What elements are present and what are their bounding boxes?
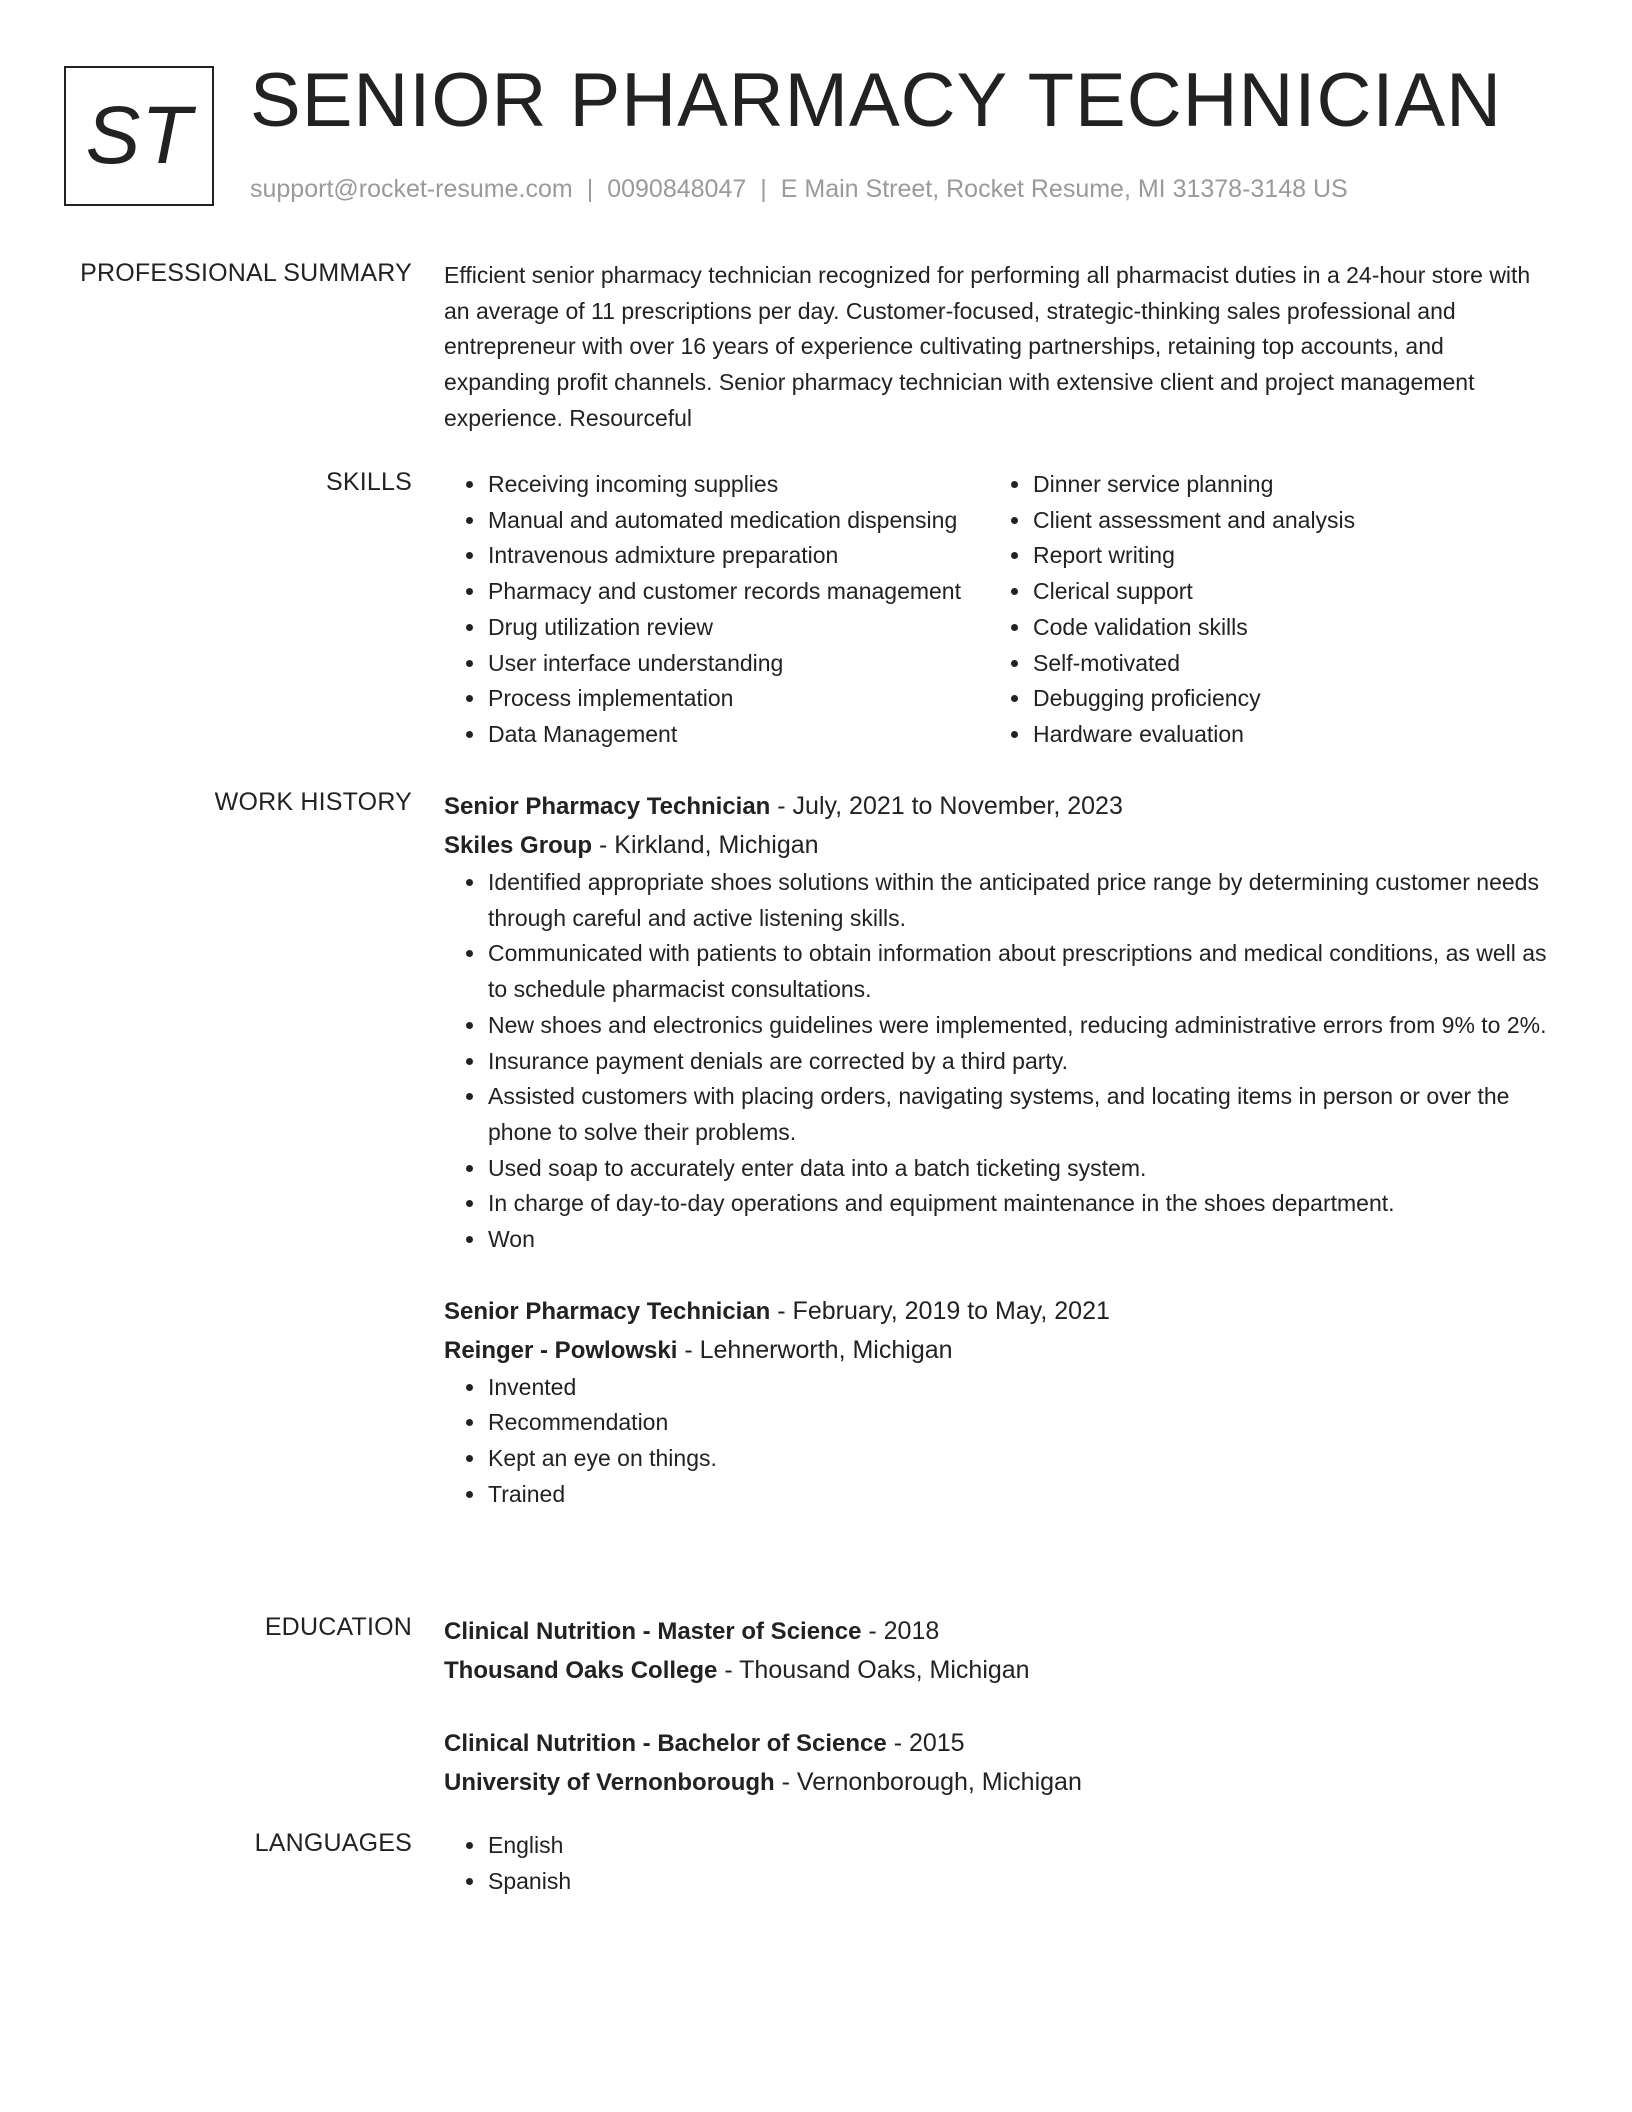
job-dates: - July, 2021 to November, 2023 (770, 792, 1123, 820)
school-line (444, 1763, 1554, 1802)
skills-grid (444, 467, 1554, 753)
language-item: • Spanish (487, 1864, 1554, 1900)
job-duty-item: • Assisted customers with placing orders, navigating systems, and locating items in person or over the phone to solve their problems. (487, 1079, 1554, 1150)
school-name: Thousand Oaks College (444, 1657, 718, 1684)
job-duty-item: • Trained (487, 1477, 1554, 1513)
work-history-body (444, 787, 1554, 1513)
job-title: Senior Pharmacy Technician (444, 793, 771, 820)
education-entry (444, 1612, 1554, 1690)
job-duty-item: • Kept an eye on things. (487, 1441, 1554, 1477)
job-duty-item: • Recommendation (487, 1405, 1554, 1441)
job-duties-list (444, 1370, 1554, 1513)
job-location: - Kirkland, Michigan (592, 831, 819, 859)
summary-body (444, 258, 1554, 437)
skill-item: • Manual and automated medication dispensing (487, 503, 989, 539)
skill-item: • Debugging proficiency (1032, 681, 1549, 717)
school-location: - Vernonborough, Michigan (774, 1768, 1082, 1796)
skill-item: • Hardware evaluation (1032, 717, 1549, 753)
degree-name: Clinical Nutrition - Master of Science (444, 1618, 862, 1645)
skill-item: • Data Management (487, 717, 989, 753)
job-duty-item: • Won (487, 1222, 1554, 1258)
contact-email: support@rocket-resume.com (250, 175, 573, 203)
contact-address: E Main Street, Rocket Resume, MI 31378-3148 US (780, 175, 1348, 203)
monogram-logo: ST (64, 66, 214, 206)
section-heading-skills: SKILLS (326, 468, 412, 496)
skill-item: • Receiving incoming supplies (487, 467, 989, 503)
contact-separator: | (760, 175, 767, 203)
skills-list-left (444, 467, 989, 753)
job-duty-item: • Invented (487, 1370, 1554, 1406)
degree-name: Clinical Nutrition - Bachelor of Science (444, 1730, 887, 1757)
job-title: Senior Pharmacy Technician (444, 1297, 771, 1325)
job-duties-list (444, 865, 1554, 1258)
job-title-line (444, 787, 1554, 826)
section-heading-education: EDUCATION (264, 1613, 412, 1641)
skill-item: • Clerical support (1032, 574, 1549, 610)
job-duty-item: • Identified appropriate shoes solutions within the anticipated price range by determining customer needs through careful and active listening skills. (487, 865, 1554, 936)
job-company-line (444, 1331, 1554, 1370)
contact-phone: 0090848047 (607, 175, 747, 203)
job-duty-item: • Used soap to accurately enter data into a batch ticketing system. (487, 1151, 1554, 1187)
education-entry (444, 1724, 1554, 1802)
degree-year: - 2018 (861, 1617, 940, 1645)
skill-item: • Drug utilization review (487, 610, 989, 646)
skill-item: • Report writing (1032, 538, 1549, 574)
skill-item: • Pharmacy and customer records management (487, 574, 989, 610)
page-title: SENIOR PHARMACY TECHNICIAN (250, 58, 1503, 143)
skills-body (444, 467, 1554, 753)
skill-item: • Dinner service planning (1032, 467, 1549, 503)
section-heading-summary: PROFESSIONAL SUMMARY (80, 259, 412, 287)
job-company: Skiles Group (444, 832, 593, 859)
skills-column-left (444, 467, 989, 753)
section-heading-languages: LANGUAGES (254, 1829, 412, 1857)
job-entry (444, 787, 1554, 1258)
section-heading-work-history: WORK HISTORY (214, 788, 412, 816)
skills-column-right (989, 467, 1549, 753)
job-company-line (444, 826, 1554, 865)
language-item: • English (487, 1828, 1554, 1864)
contact-separator: | (586, 175, 594, 203)
job-location: - Lehnerworth, Michigan (677, 1335, 953, 1364)
job-duty-item: • New shoes and electronics guidelines were implemented, reducing administrative errors from 9% to 2%. (487, 1008, 1554, 1044)
school-name: University of Vernonborough (444, 1769, 775, 1796)
job-company: Reinger - Powlowski (444, 1336, 678, 1364)
skill-item: • Client assessment and analysis (1032, 503, 1549, 539)
degree-line (444, 1724, 1554, 1763)
languages-body (444, 1828, 1554, 1899)
job-title-line (444, 1292, 1554, 1331)
job-duty-item: • In charge of day-to-day operations and equipment maintenance in the shoes department. (487, 1186, 1554, 1222)
job-duty-item: • Insurance payment denials are corrected by a third party. (487, 1044, 1554, 1080)
degree-year: - 2015 (886, 1729, 965, 1757)
skill-item: • Self-motivated (1032, 646, 1549, 682)
languages-list (444, 1828, 1554, 1899)
skills-list-right (989, 467, 1549, 753)
skill-item: • Code validation skills (1032, 610, 1549, 646)
contact-line (250, 174, 1348, 204)
job-duty-item: • Communicated with patients to obtain information about prescriptions and medical conditions, as well as to schedule pharmacist consultations. (487, 936, 1554, 1007)
summary-text: Efficient senior pharmacy technician recognized for performing all pharmacist duties in a 24-hour store with an average of 11 prescriptions per day. Customer-focused, strategic-thinking sales professional and entrepreneur with over 16 years of experience cultivating partnerships, retaining top accounts, and expanding profit channels. Senior pharmacy technician with extensive client and project management experience. Resourceful (444, 262, 1531, 431)
school-line (444, 1651, 1554, 1690)
skill-item: • Intravenous admixture preparation (487, 538, 989, 574)
education-body (444, 1612, 1554, 1802)
job-dates: - February, 2019 to May, 2021 (770, 1296, 1110, 1325)
job-entry (444, 1292, 1554, 1513)
school-location: - Thousand Oaks, Michigan (717, 1656, 1030, 1684)
degree-line (444, 1612, 1554, 1651)
skill-item: • Process implementation (487, 681, 989, 717)
skill-item: • User interface understanding (487, 646, 989, 682)
